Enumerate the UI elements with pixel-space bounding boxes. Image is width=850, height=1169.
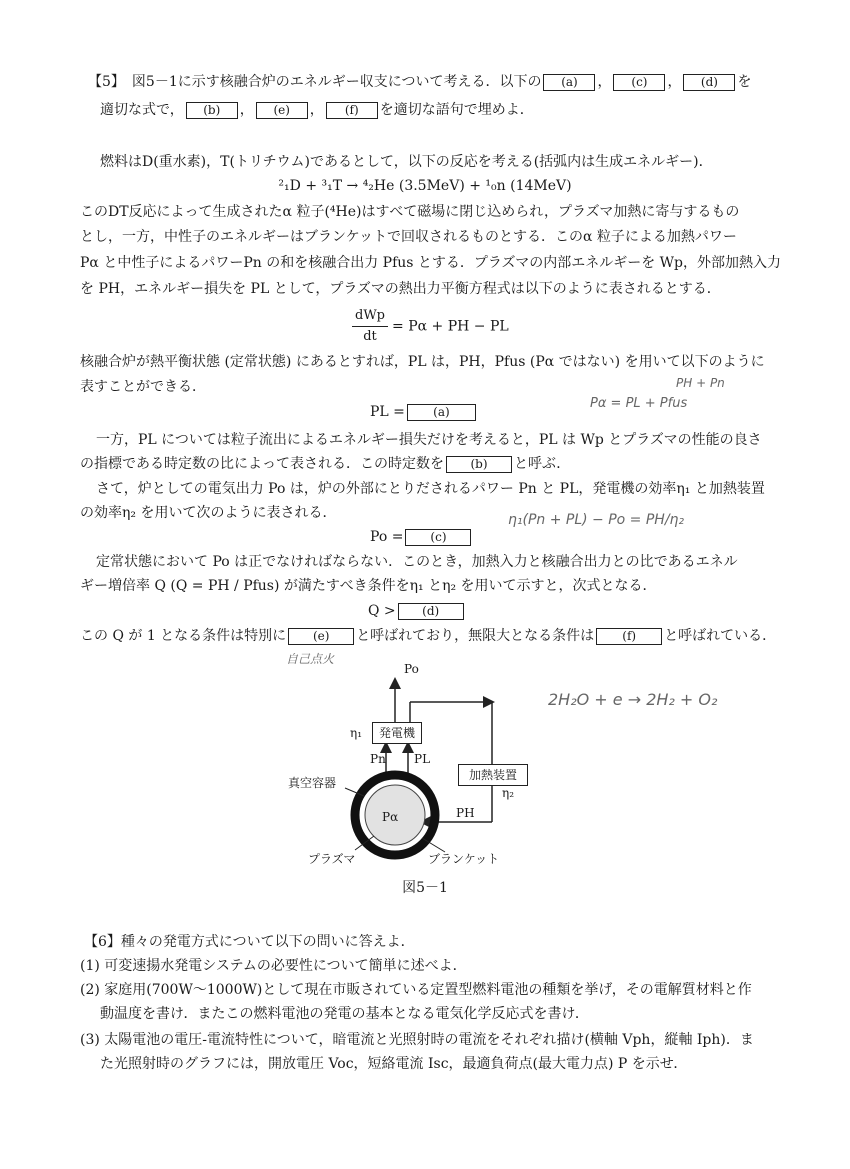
equation-4: Q > (d): [368, 601, 466, 621]
handwriting-note-3: η₁(Pn + PL) − Po = PH/η₂: [508, 512, 685, 528]
handwriting-note-1: PH + Pn: [676, 376, 725, 390]
heater-box: 加熱装置: [458, 764, 528, 786]
eq4-blank-d: (d): [398, 603, 464, 620]
p4-line2: の指標である時定数の比によって表される．この時定数を (b) と呼ぶ．: [80, 456, 571, 472]
figure-5-1: [288, 660, 560, 890]
q6-item-2-line2: 動温度を書け．またこの燃料電池の発電の基本となる電気化学反応式を書け．: [100, 1006, 589, 1022]
q6-item-1: (1) 可変速揚水発電システムの必要性について簡単に述べよ．: [80, 958, 467, 974]
p2-line1: このDT反応によって生成されたα 粒子(⁴He)はすべて磁場に閉じ込められ，プラズマ加熱に寄与するもの: [80, 204, 740, 220]
handwriting-note-5: 自己点火: [286, 652, 335, 666]
p7-blank-e: (e): [288, 628, 354, 645]
label-pl: PL: [414, 752, 431, 766]
p2-line2: とし，一方，中性子のエネルギーはブランケットで回収されるものとする．このα 粒子による加熱パワー: [80, 229, 737, 245]
label-ph: PH: [456, 806, 475, 820]
handwriting-note-4: 2H₂O + e → 2H₂ + O₂: [548, 690, 718, 709]
label-vessel: 真空容器: [288, 776, 337, 790]
eq3-blank-c: (c): [405, 529, 471, 546]
q5-intro-line2: 適切な式で， (b) ， (e) ， (f) を適切な語句で埋めよ．: [100, 102, 534, 118]
equation-3: Po = (c): [370, 527, 473, 547]
dt-reaction: ²₁D + ³₁T → ⁴₂He (3.5MeV) + ¹₀n (14MeV): [278, 178, 572, 194]
p7-blank-f: (f): [596, 628, 662, 645]
p4-blank-b: (b): [446, 456, 512, 473]
p3-line2: 表すことができる．: [80, 379, 206, 395]
p6-line2: ギー増倍率 Q (Q = PH / Pfus) が満たすべき条件をη₁ とη₂ を用いて示すと，次式となる．: [80, 578, 657, 594]
blank-a: (a): [543, 74, 595, 91]
eq2-blank-a: (a): [407, 404, 476, 421]
label-plasma: プラズマ: [308, 852, 356, 866]
q6-item-2-line1: (2) 家庭用(700W～1000W)として現在市販されている定置型燃料電池の種類を挙げ，その電解質材料と作: [80, 982, 752, 998]
p3-line1: 核融合炉が熱平衡状態 (定常状態) にあるとすれば，PL は，PH，Pfus (Pα ではない) を用いて以下のように: [80, 354, 765, 370]
label-palpha: Pα: [382, 810, 399, 824]
blank-e: (e): [256, 102, 308, 119]
q6-item-3-line2: た光照射時のグラフには，開放電圧 Voc，短絡電流 Isc，最適負荷点(最大電力点) P を示せ．: [100, 1056, 688, 1072]
p2-line3: Pα と中性子によるパワーPn の和を核融合出力 Pfus とする．プラズマの内部エネルギーを Wp，外部加熱入力: [80, 255, 782, 271]
p2-line4: を PH，エネルギー損失を PL として，プラズマの熱出力平衡方程式は以下のように表されるとする．: [80, 281, 721, 297]
p5-line1: さて，炉としての電気出力 Po は，炉の外部にとりだされるパワー Pn と PL，発電機の効率η₁ と加熱装置: [96, 481, 765, 497]
blank-b: (b): [186, 102, 238, 119]
figure-caption: 図5－1: [402, 880, 448, 896]
label-eta2: η₂: [502, 786, 514, 800]
p5-line2: の効率η₂ を用いて次のように表される．: [80, 505, 337, 521]
label-pn: Pn: [370, 752, 386, 766]
q6-item-3-line1: (3) 太陽電池の電圧-電流特性について，暗電流と光照射時の電流をそれぞれ描け(横軸 Vph，縦軸 Iph)．ま: [80, 1032, 754, 1048]
blank-f: (f): [326, 102, 378, 119]
blank-d: (d): [683, 74, 735, 91]
p7-line: この Q が 1 となる条件は特別に (e) と呼ばれており，無限大となる条件は (f) と呼ばれている．: [80, 628, 777, 644]
fuel-paragraph: 燃料はD(重水素)，T(トリチウム)であるとして，以下の反応を考える(括弧内は生成エネルギー)．: [100, 154, 713, 170]
blank-c: (c): [613, 74, 665, 91]
label-eta1: η₁: [350, 726, 362, 740]
q6-title: 【6】種々の発電方式について以下の問いに答えよ．: [84, 934, 415, 950]
generator-box: 発電機: [372, 722, 422, 744]
handwriting-note-2: Pα = PL + Pfus: [590, 396, 688, 411]
equation-1: [352, 306, 509, 347]
equation-2: PL = (a): [370, 402, 478, 422]
p6-line1: 定常状態において Po は正でなければならない．このとき，加熱入力と核融合出力との比であるエネル: [96, 554, 738, 570]
eq1-numerator: dWp: [352, 306, 388, 327]
label-po: Po: [404, 662, 419, 676]
label-blanket: ブランケット: [428, 852, 500, 866]
p4-line1: 一方，PL については粒子流出によるエネルギー損失だけを考えると，PL は Wp とプラズマの性能の良さ: [96, 432, 762, 448]
q5-intro-line1: 【5】 図5－1に示す核融合炉のエネルギー収支について考える．以下の (a) ， (c) ， (d) を: [88, 74, 752, 90]
q5-intro-text: 【5】 図5－1に示す核融合炉のエネルギー収支について考える．以下の: [88, 74, 542, 90]
eq1-rhs: = Pα + PH − PL: [392, 318, 509, 335]
eq1-denominator: dt: [363, 329, 377, 344]
